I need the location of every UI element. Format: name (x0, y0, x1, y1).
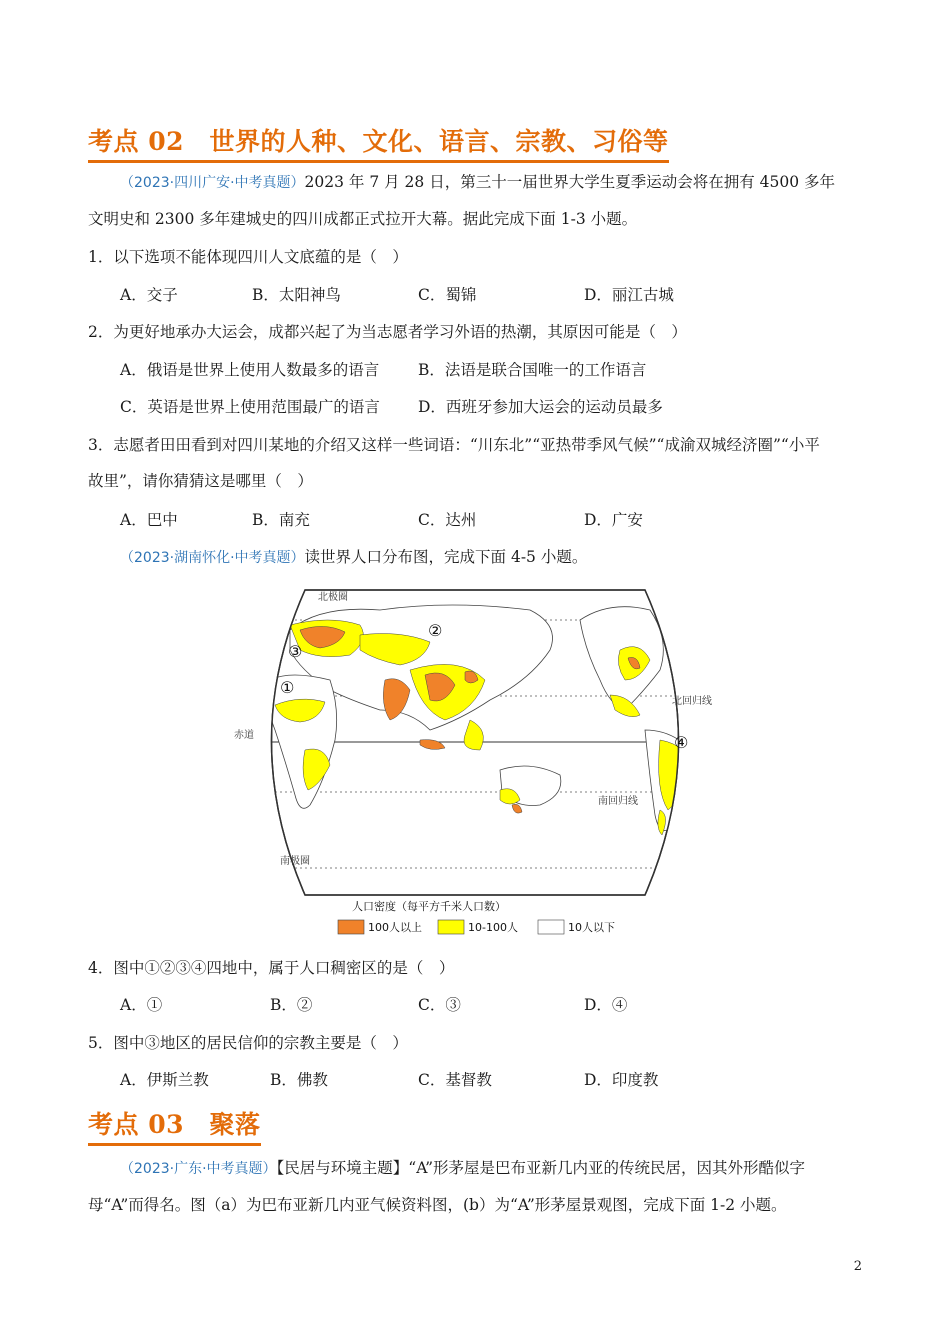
q3-option-b: B．南充 (252, 511, 310, 529)
legend-label-medium: 10-100人 (468, 921, 518, 934)
question-3-stem-line1: 3．志愿者田田看到对四川某地的介绍又这样一些词语：“川东北”“亚热带季风气候”“成渝双城经济圈”“小平 (88, 436, 820, 454)
q1-option-a: A．交子 (120, 286, 178, 304)
question-5-stem: 5．图中③地区的居民信仰的宗教主要是（ ） (88, 1034, 408, 1052)
q2-option-c: C．英语是世界上使用范围最广的语言 (120, 398, 380, 416)
section2-intro-line2: 母“A”而得名。图（a）为巴布亚新几内亚气候资料图，(b）为“A”形茅屋景观图，完成下面 1-2 小题。 (88, 1196, 787, 1214)
section2-intro-line1: （2023·广东·中考真题）【民居与环境主题】“A”形茅屋是巴布亚新几内亚的传统民居，因其外形酷似字 (120, 1159, 806, 1177)
legend-label-low: 10人以下 (568, 921, 615, 934)
question-3-stem-line2: 故里”，请你猜猜这是哪里（ ） (88, 472, 313, 490)
legend-label-high: 100人以上 (368, 921, 422, 934)
section-title-02: 考点 02 世界的人种、文化、语言、宗教、习俗等 (88, 122, 669, 163)
label-south-polar: 南极圈 (280, 856, 310, 867)
q1-option-d: D．丽江古城 (584, 286, 674, 304)
q4-option-c: C．③ (418, 996, 461, 1014)
marker-2: ② (428, 621, 443, 640)
marker-1: ① (280, 678, 295, 697)
legend-swatch-low (538, 920, 564, 934)
q5-option-c: C．基督教 (418, 1071, 492, 1089)
source-tag-2: （2023·湖南怀化·中考真题） (120, 550, 305, 566)
q4-option-a: A．① (120, 996, 163, 1014)
label-north-polar: 北极圈 (318, 592, 348, 603)
world-population-map (230, 580, 720, 945)
q5-option-d: D．印度教 (584, 1071, 659, 1089)
intro-line-2: 文明史和 2300 多年建城史的四川成都正式拉开大幕。据此完成下面 1-3 小题。 (88, 210, 638, 228)
source-tag-3: （2023·广东·中考真题） (120, 1161, 277, 1177)
question-4-stem: 4．图中①②③④四地中，属于人口稠密区的是（ ） (88, 959, 455, 977)
legend-title: 人口密度（每平方千米人口数） (352, 900, 506, 913)
q5-option-a: A．伊斯兰教 (120, 1071, 209, 1089)
intro-line-1: （2023·四川广安·中考真题）2023 年 7 月 28 日，第三十一届世界大学生夏季运动会将在拥有 4500 多年 (120, 173, 835, 191)
marker-4: ④ (674, 733, 689, 752)
source-tag: （2023·四川广安·中考真题） (120, 175, 305, 191)
label-equator: 赤道 (234, 730, 254, 741)
legend-swatch-medium (438, 920, 464, 934)
question-1-stem: 1．以下选项不能体现四川人文底蕴的是（ ） (88, 248, 408, 266)
legend-swatch-high (338, 920, 364, 934)
q2-option-a: A．俄语是世界上使用人数最多的语言 (120, 361, 380, 379)
q2-option-b: B．法语是联合国唯一的工作语言 (418, 361, 647, 379)
label-tropic-cancer: 北回归线 (672, 696, 712, 707)
q1-option-b: B．太阳神鸟 (252, 286, 341, 304)
q3-option-d: D．广安 (584, 511, 643, 529)
intro2: （2023·湖南怀化·中考真题）读世界人口分布图，完成下面 4-5 小题。 (120, 548, 588, 566)
label-tropic-capricorn: 南回归线 (598, 796, 638, 807)
q1-option-c: C．蜀锦 (418, 286, 477, 304)
page-number: 2 (853, 1259, 862, 1274)
question-2-stem: 2．为更好地承办大运会，成都兴起了为当志愿者学习外语的热潮，其原因可能是（ ） (88, 323, 687, 341)
q2-option-d: D．西班牙参加大运会的运动员最多 (418, 398, 663, 416)
q3-option-c: C．达州 (418, 511, 477, 529)
marker-3: ③ (288, 642, 303, 661)
q4-option-b: B．② (270, 996, 313, 1014)
q3-option-a: A．巴中 (120, 511, 178, 529)
q5-option-b: B．佛教 (270, 1071, 328, 1089)
section-title-03: 考点 03 聚落 (88, 1105, 261, 1146)
q4-option-d: D．④ (584, 996, 628, 1014)
